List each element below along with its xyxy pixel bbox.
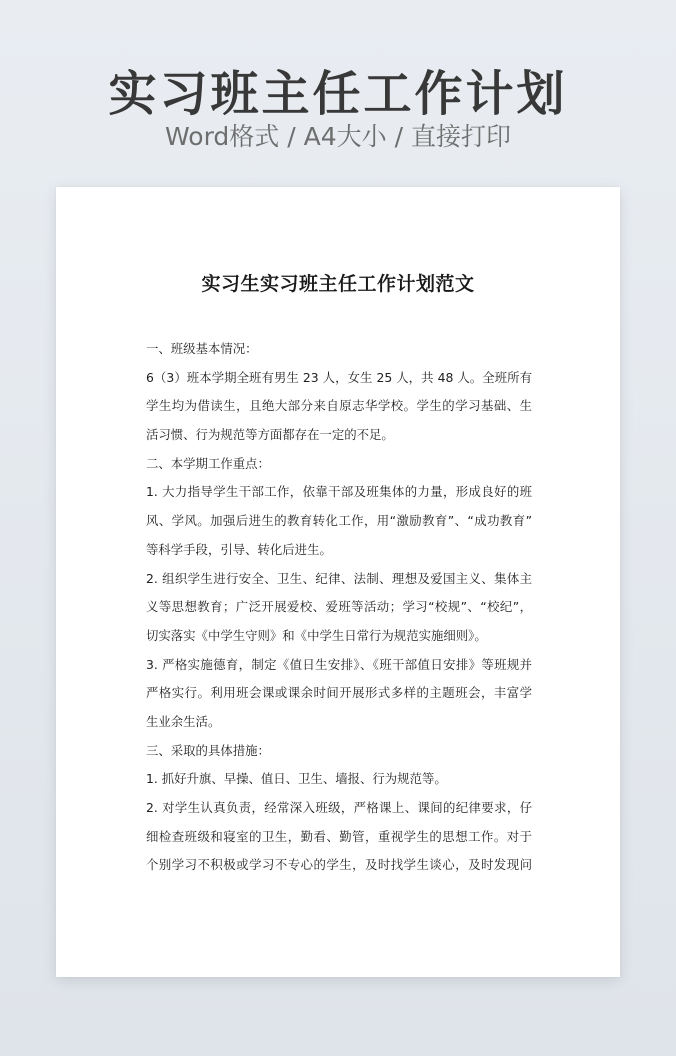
paragraph-line: 1. 大力指导学生干部工作，依靠干部及班集体的力量，形成良好的班 [146, 484, 532, 500]
paragraph-line: 学生均为借读生，且绝大部分来自原志华学校。学生的学习基础、生 [146, 398, 532, 414]
paragraph-line: 切实落实《中学生守则》和《中学生日常行为规范实施细则》。 [146, 627, 487, 643]
banner-title: 实习班主任工作计划 [108, 66, 568, 122]
section-heading-measures: 三、采取的具体措施： [146, 742, 270, 758]
paragraph-line: 2. 对学生认真负责，经常深入班级，严格课上、课间的纪律要求，仔 [146, 800, 532, 815]
paragraph-line: 风、学风。加强后进生的教育转化工作，用“激励教育”、“成功教育” [146, 513, 532, 529]
paragraph-line: 个别学习不积极或学习不专心的学生，及时找学生谈心，及时发现问 [146, 857, 532, 873]
paragraph-line: 1. 抓好升旗、早操、值日、卫生、墙报、行为规范等。 [146, 771, 447, 787]
paragraph-line: 细检查班级和寝室的卫生，勤看、勤管，重视学生的思想工作。对于 [146, 828, 532, 844]
paragraph-line: 严格实行。利用班会课或课余时间开展形式多样的主题班会，丰富学 [146, 685, 532, 701]
document-title: 实习生实习班主任工作计划范文 [201, 273, 475, 295]
document-body [146, 335, 532, 880]
paragraph-line: 活习惯、行为规范等方面都存在一定的不足。 [146, 427, 394, 443]
paragraph-line: 2. 组织学生进行安全、卫生、纪律、法制、理想及爱国主义、集体主 [146, 570, 532, 586]
banner-subtitle: Word格式 / A4大小 / 直接打印 [165, 122, 511, 151]
paragraph-line: 等科学手段，引导、转化后进生。 [146, 541, 332, 557]
paragraph-line: 3. 严格实施德育，制定《值日生安排》、《班干部值日安排》等班规并 [146, 656, 532, 672]
section-heading-class-info: 一、班级基本情况： [146, 341, 258, 356]
section-heading-key-work: 二、本学期工作重点： [146, 455, 270, 471]
paragraph-line: 生业余生活。 [146, 713, 221, 729]
paragraph-line: 6（3）班本学期全班有男生 23 人，女生 25 人，共 48 人。全班所有 [146, 369, 532, 385]
paragraph-line: 义等思想教育；广泛开展爱校、爱班等活动；学习“校规”、“校纪”， [146, 599, 532, 615]
document-page [56, 187, 620, 977]
